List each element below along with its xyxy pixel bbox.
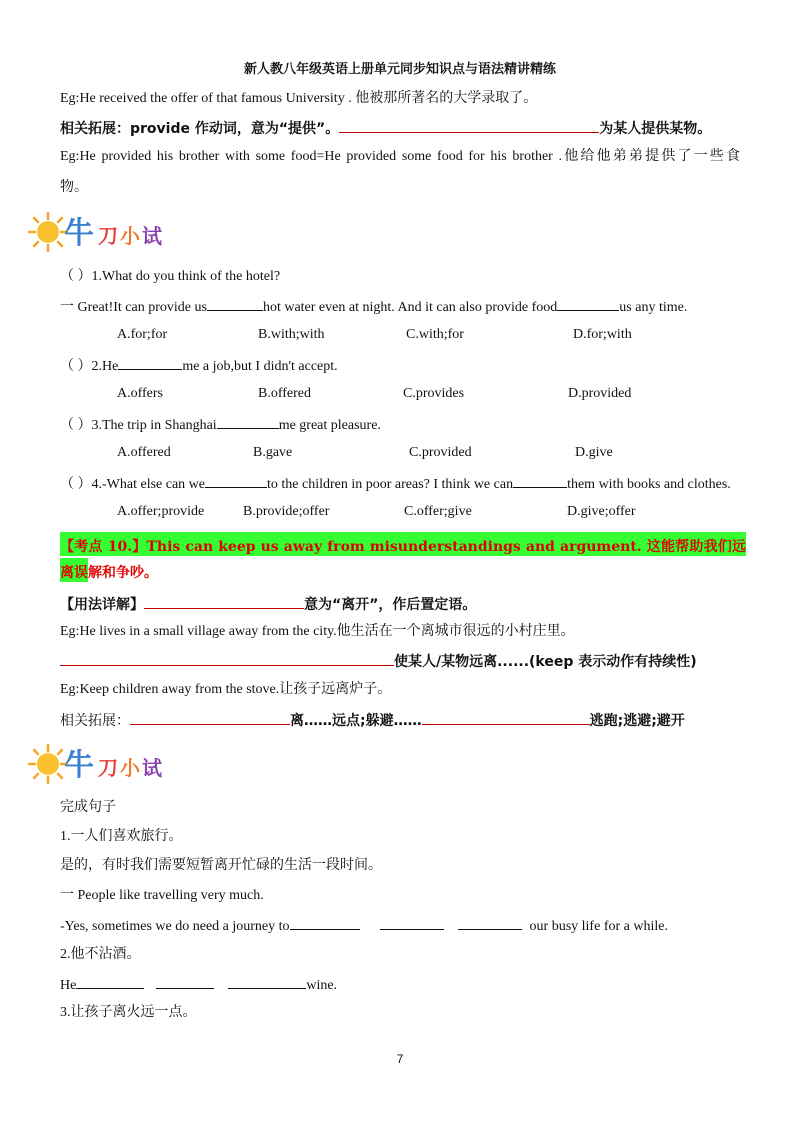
- answer-blank[interactable]: [557, 296, 619, 311]
- kaodian-10-heading: 【考点 10.】This can keep us away from misunderstandings and argument. 这能帮助我们远离误解和争吵。: [60, 539, 746, 581]
- page-header: 新人教八年级英语上册单元同步知识点与语法精讲精练: [243, 62, 556, 77]
- s1-text-b: our busy life for a while.: [529, 919, 668, 934]
- question-1-sentence: [60, 296, 687, 318]
- quiz-2-title: 完成句子: [60, 800, 116, 815]
- q2-text-a: （ ）2.He: [60, 359, 119, 374]
- q4-text-b: to the children in poor areas? I think we can: [267, 477, 514, 492]
- logo-char-xiao: 小: [120, 224, 140, 248]
- answer-blank[interactable]: [130, 710, 290, 725]
- logo-char-dao: 刀: [98, 224, 118, 248]
- q1-option-a[interactable]: A.for;for: [117, 327, 168, 342]
- sentence-3-cn: 3.让孩子离火远一点。: [60, 1005, 197, 1020]
- quiz-logo: [28, 210, 178, 254]
- answer-blank[interactable]: [144, 594, 304, 609]
- usage-detail: [60, 594, 476, 615]
- answer-blank[interactable]: [207, 296, 263, 311]
- logo-char-niu: 牛: [64, 216, 94, 251]
- q3-text-b: me great pleasure.: [278, 418, 381, 433]
- usage-ext-mid: 离……远点;躲避……: [290, 713, 422, 729]
- sentence-2-en: [60, 974, 337, 996]
- q4-text-c: them with books and clothes.: [567, 477, 731, 492]
- example-sentence-provided: Eg:He provided his brother with some food=He provided some food for his brother .他给他弟弟提供了一些食: [60, 149, 740, 164]
- quiz-logo: [28, 742, 178, 786]
- answer-blank[interactable]: [339, 118, 599, 133]
- answer-blank[interactable]: [60, 651, 394, 666]
- sun-icon: [28, 744, 68, 784]
- logo-char-dao: 刀: [98, 756, 118, 780]
- sentence-1-cn-b: 是的，有时我们需要短暂离开忙碌的生活一段时间。: [60, 858, 382, 873]
- usage-ext-label: 相关拓展：: [60, 714, 130, 729]
- keep-away-tail: 使某人/某物远离......(keep 表示动作有持续性): [394, 654, 697, 670]
- sentence-1-en-a: 一 People like travelling very much.: [60, 888, 264, 903]
- example-sentence-provided-cont: 物。: [60, 180, 88, 195]
- answer-blank[interactable]: [380, 915, 444, 930]
- q4-text-a: （ ）4.-What else can we: [60, 477, 205, 492]
- q2-option-d[interactable]: D.provided: [568, 386, 632, 401]
- example-sentence-received: Eg:He received the offer of that famous University . 他被那所著名的大学录取了。: [60, 91, 538, 106]
- answer-blank[interactable]: [156, 974, 214, 989]
- q4-option-a[interactable]: A.offer;provide: [117, 504, 205, 519]
- question-3: [60, 414, 381, 436]
- answer-blank[interactable]: [513, 473, 567, 488]
- q3-option-d[interactable]: D.give: [575, 445, 613, 460]
- sentence-1-en-b: [60, 915, 668, 937]
- q4-option-d[interactable]: D.give;offer: [567, 504, 636, 519]
- answer-blank[interactable]: [205, 473, 267, 488]
- question-2: [60, 355, 338, 377]
- example-sentence-village: Eg:He lives in a small village away from the city.他生活在一个离城市很远的小村庄里。: [60, 624, 575, 639]
- sentence-2-cn: 2.他不沾酒。: [60, 947, 141, 962]
- sentence-1-cn-a: 1.一人们喜欢旅行。: [60, 829, 183, 844]
- answer-blank[interactable]: [228, 974, 306, 989]
- provide-extension-label: 相关拓展：provide 作动词，意为“提供”。: [60, 121, 340, 137]
- logo-char-xiao: 小: [120, 756, 140, 780]
- q3-option-a[interactable]: A.offered: [117, 445, 171, 460]
- s2-text-b: wine.: [306, 978, 338, 993]
- q1-option-d[interactable]: D.for;with: [573, 327, 632, 342]
- q2-option-c[interactable]: C.provides: [403, 386, 465, 401]
- q4-option-c[interactable]: C.offer;give: [404, 504, 472, 519]
- logo-char-shi: 试: [142, 756, 162, 780]
- answer-blank[interactable]: [422, 710, 590, 725]
- q3-option-b[interactable]: B.gave: [253, 445, 293, 460]
- answer-blank[interactable]: [118, 355, 182, 370]
- q2-option-a[interactable]: A.offers: [117, 386, 164, 401]
- s2-text-a: He: [60, 978, 77, 993]
- usage-label: 【用法详解】: [60, 597, 144, 613]
- q1-text-b: hot water even at night. And it can also provide food: [262, 300, 558, 315]
- q1-text-c: us any time.: [619, 300, 688, 315]
- provide-extension: [60, 118, 711, 139]
- q3-text-a: （ ）3.The trip in Shanghai: [60, 418, 217, 433]
- usage-tail: 意为“离开”，作后置定语。: [304, 597, 477, 613]
- answer-blank[interactable]: [76, 974, 144, 989]
- q2-text-b: me a job,but I didn't accept.: [182, 359, 338, 374]
- q1-text-a: 一 Great!It can provide us: [60, 300, 207, 315]
- answer-blank[interactable]: [217, 414, 279, 429]
- provide-extension-tail: 为某人提供某物。: [599, 121, 712, 137]
- q2-option-b[interactable]: B.offered: [258, 386, 311, 401]
- keep-away-rule: [60, 651, 697, 672]
- example-sentence-stove: Eg:Keep children away from the stove.让孩子远离炉子。: [60, 682, 392, 697]
- sun-icon: [28, 212, 68, 252]
- answer-blank[interactable]: [458, 915, 522, 930]
- usage-extension: [60, 710, 685, 732]
- logo-char-niu: 牛: [64, 748, 94, 783]
- answer-blank[interactable]: [290, 915, 360, 930]
- page-number: 7: [396, 1052, 404, 1066]
- question-1-stem: （ ）1.What do you think of the hotel?: [60, 269, 281, 284]
- q3-option-c[interactable]: C.provided: [409, 445, 472, 460]
- q1-option-c[interactable]: C.with;for: [406, 327, 464, 342]
- question-4: [60, 473, 731, 495]
- logo-char-shi: 试: [142, 224, 162, 248]
- q4-option-b[interactable]: B.provide;offer: [243, 504, 330, 519]
- usage-ext-tail: 逃跑;逃避;避开: [589, 713, 685, 729]
- s1-text-a: -Yes, sometimes we do need a journey to: [60, 919, 290, 934]
- q1-option-b[interactable]: B.with;with: [258, 327, 325, 342]
